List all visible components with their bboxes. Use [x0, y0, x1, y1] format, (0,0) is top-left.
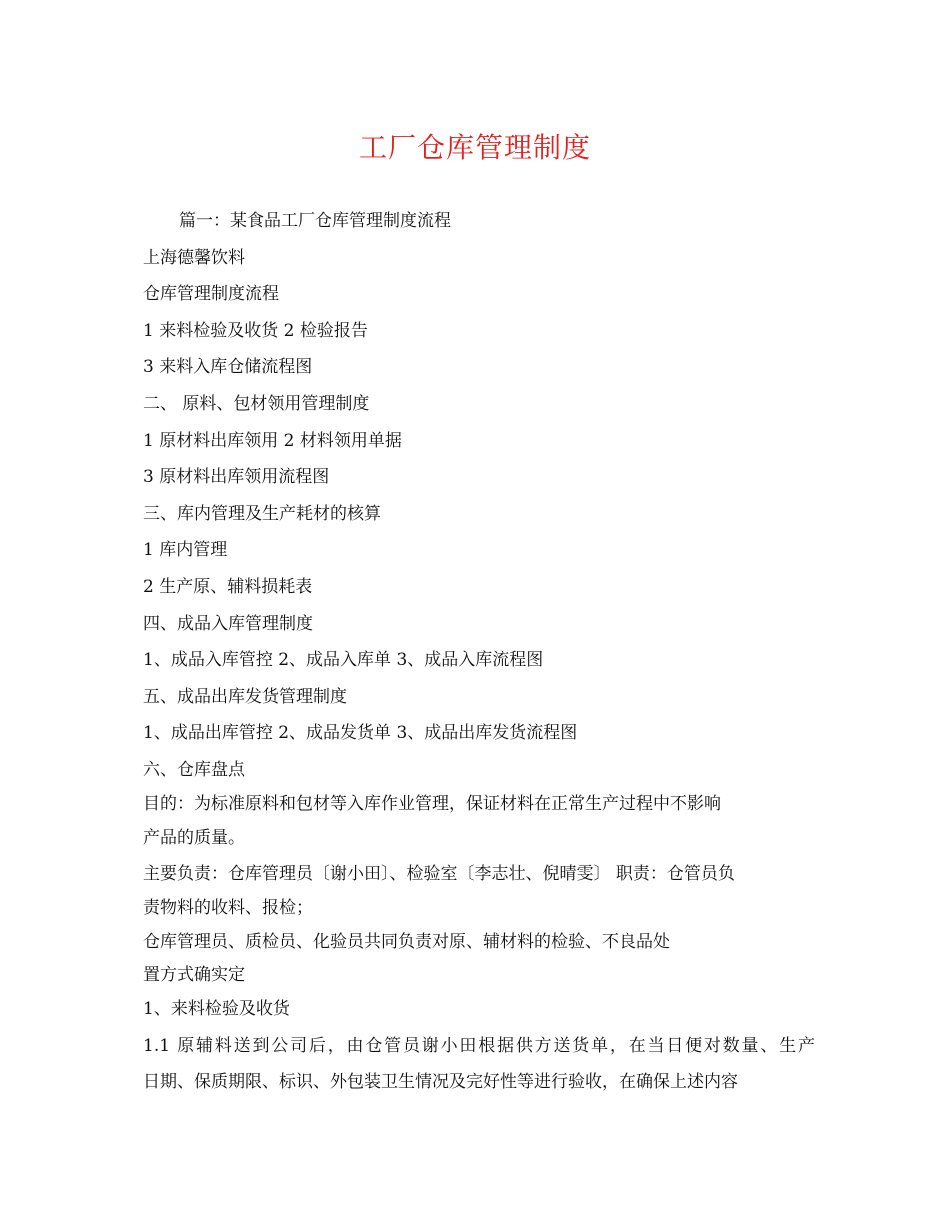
body-line: 1、成品出库管控 2、成品发货单 3、成品出库发货流程图 [143, 723, 578, 744]
body-line: 2 生产原、辅料损耗表 [143, 576, 313, 597]
section-heading: 五、成品出库发货管理制度 [143, 686, 347, 707]
body-line: 仓库管理制度流程 [143, 284, 279, 305]
purpose-line: 目的：为标准原料和包材等入库作业管理，保证材料在正常生产过程中不影响 [143, 793, 721, 814]
body-line-continued: 置方式确实定 [143, 965, 245, 986]
section-heading: 六、仓库盘点 [143, 759, 245, 780]
document-body [143, 203, 815, 1101]
subsection-heading: 1、来料检验及收货 [143, 999, 290, 1020]
document-title: 工厂仓库管理制度 [358, 131, 591, 164]
company-name: 上海德馨饮料 [143, 247, 245, 268]
body-line: 1 来料检验及收货 2 检验报告 [143, 320, 368, 341]
body-line: 1、成品入库管控 2、成品入库单 3、成品入库流程图 [143, 650, 544, 671]
body-paragraph-line: 1.1 原辅料送到公司后，由仓管员谢小田根据供方送货单，在当日便对数量、生产 [143, 1035, 815, 1056]
body-line: 3 来料入库仓储流程图 [143, 357, 313, 378]
section-heading: 三、库内管理及生产耗材的核算 [143, 503, 381, 524]
body-line: 3 原材料出库领用流程图 [143, 467, 330, 488]
body-line: 1 原材料出库领用 2 材料领用单据 [143, 430, 402, 451]
body-paragraph-line: 日期、保质期限、标识、外包装卫生情况及完好性等进行验收，在确保上述内容 [143, 1072, 738, 1093]
section-heading: 四、成品入库管理制度 [143, 613, 313, 634]
section-heading: 二、 原料、包材领用管理制度 [143, 393, 370, 414]
section-heading-part-one: 篇一：某食品工厂仓库管理制度流程 [179, 211, 451, 231]
body-line: 仓库管理员、质检员、化验员共同负责对原、辅材料的检验、不良品处 [143, 931, 670, 952]
responsibility-line-continued: 责物料的收料、报检； [143, 897, 313, 918]
responsibility-line: 主要负责：仓库管理员〔谢小田〕、检验室〔李志壮、倪晴雯〕 职责：仓管员负 [143, 864, 735, 885]
purpose-line-continued: 产品的质量。 [143, 827, 245, 848]
body-line: 1 库内管理 [143, 540, 228, 561]
